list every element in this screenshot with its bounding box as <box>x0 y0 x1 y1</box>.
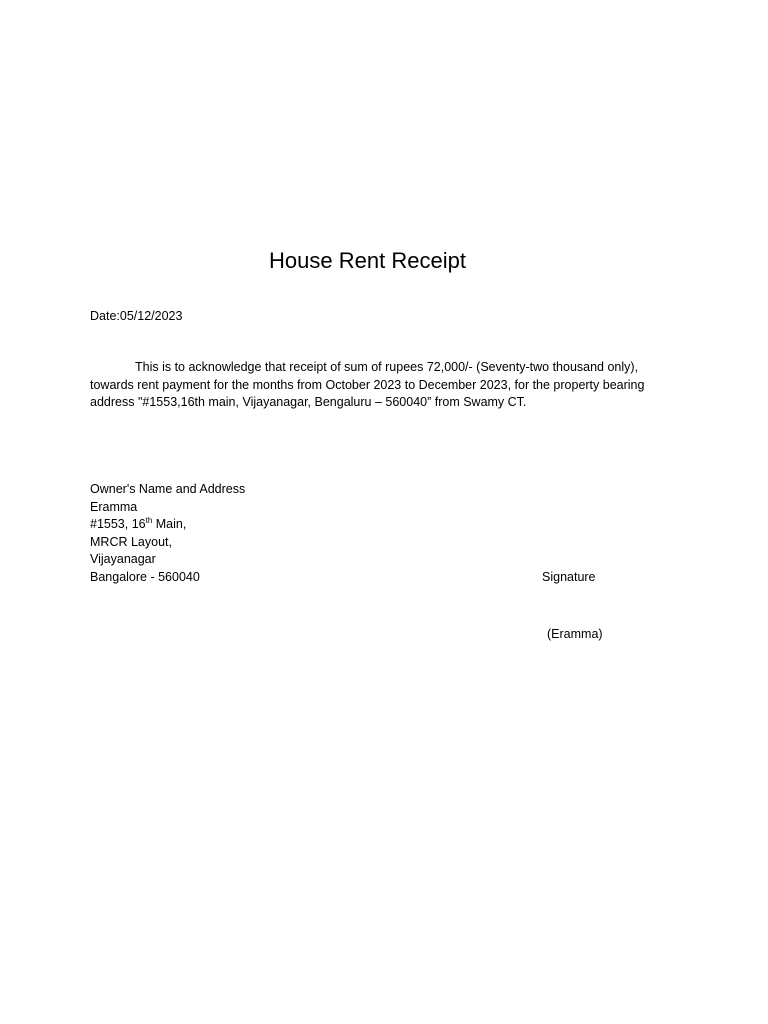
owner-address-street: Main, <box>152 517 187 531</box>
owner-address-city: Bangalore - 560040 <box>90 569 200 584</box>
owner-details <box>90 481 245 586</box>
receipt-body <box>90 359 680 412</box>
owner-address-layout: MRCR Layout, <box>90 534 172 549</box>
owner-address-street-line <box>90 516 245 534</box>
owner-address-area: Vijayanagar <box>90 552 156 566</box>
signer-name: (Eramma) <box>547 627 603 641</box>
document-title: House Rent Receipt <box>269 248 466 273</box>
receipt-body-line: towards rent payment for the months from October 2023 to December 2023, for the property bearing <box>90 377 645 392</box>
receipt-body-line: This is to acknowledge that receipt of sum of rupees 72,000/- (Seventy-two thousand only), <box>135 360 639 374</box>
receipt-body-line: address "#1553,16th main, Vijayanagar, Bengaluru – 560040” from Swamy CT. <box>90 395 527 409</box>
owner-address-ordinal: th <box>145 515 153 525</box>
signature-label: Signature <box>542 570 596 584</box>
owner-heading: Owner's Name and Address <box>90 482 246 496</box>
receipt-date: Date:05/12/2023 <box>90 309 183 323</box>
owner-name: Eramma <box>90 499 138 514</box>
owner-address-number: #1553, 16 <box>90 517 146 531</box>
